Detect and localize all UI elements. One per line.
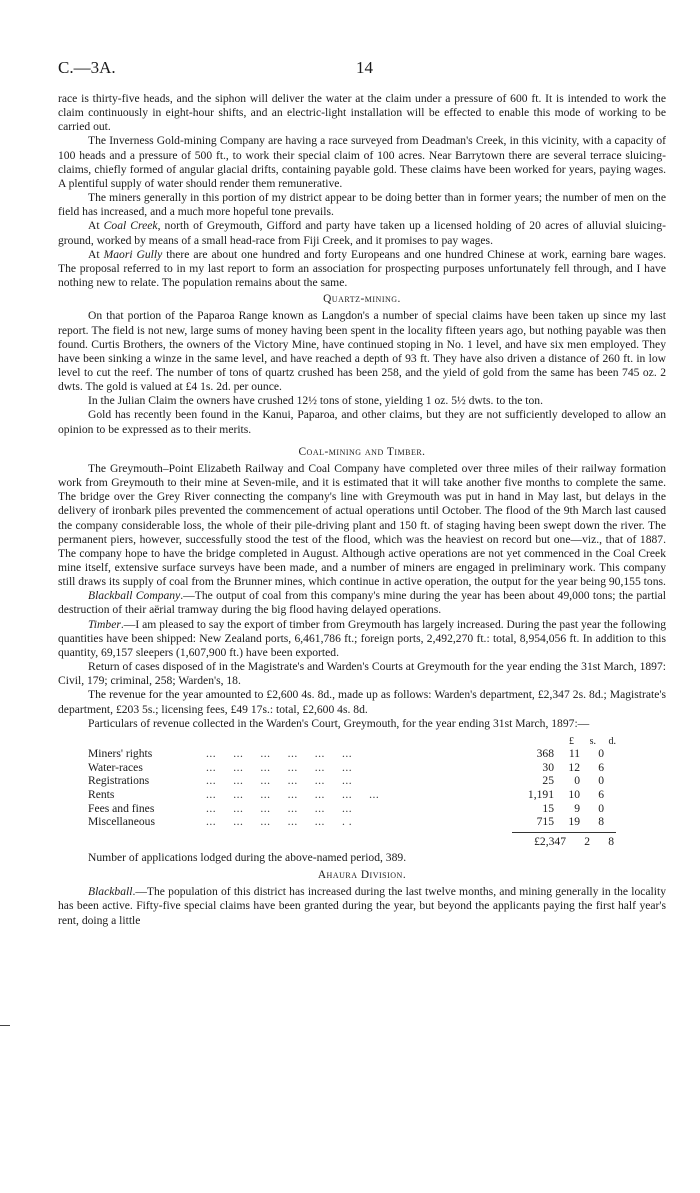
leader-dots: ... ... ... ... ... ... [206, 746, 353, 760]
total-pence: 8 [608, 835, 614, 848]
paragraph: race is thirty-five heads, and the siphon will deliver the water at the claim under a pressure of 600 ft. It is intended to work the claim continuously in eight-hour shifts, and an electric-light installation will be effected to enable this mode of working to be carried out. [58, 92, 666, 134]
paragraph-text: .—I am pleased to say the export of timber from Greymouth has largely increased. During the past year the following quantities have been shipped: New Zealand ports, 6,461,786 ft.; foreign ports, 2,492,270 ft.: total, 8,954,056 ft. In addition to this quantity, 69,157 sleepers (1,607,900 ft.) have been exported. [58, 617, 666, 659]
paragraph: Particulars of revenue collected in the Warden's Court, Greymouth, for the year ending 31st March, 1897:— [88, 716, 590, 730]
revenue-label: Miscellaneous [88, 815, 155, 829]
paragraph-prefix: At [88, 247, 104, 261]
revenue-label: Registrations [88, 774, 150, 788]
pence-value: 8 [598, 815, 604, 829]
section-heading-ahaura-division: Ahaura Division. [317, 869, 407, 882]
paragraph-lead: Blackball [88, 885, 133, 899]
pence-value: 0 [598, 774, 604, 788]
shillings-value: 10 [568, 787, 580, 801]
paragraph: The miners generally in this portion of my district appear to be doing better than in former years; the number of men on the field has increased, and a much more hopeful tone prevails. [58, 191, 666, 219]
paragraph-lead: Timber [88, 617, 121, 631]
revenue-label: Rents [88, 787, 115, 801]
revenue-row [58, 788, 666, 802]
total-rule [512, 832, 616, 833]
pounds-value: 15 [542, 801, 554, 815]
page-number: 14 [356, 58, 373, 77]
place-name: Maori Gully [103, 247, 163, 261]
total-pounds: £2,347 [534, 835, 566, 848]
paragraph-text: , north of Greymouth, Gifford and party have taken up a licensed holding of 20 acres of alluvial sluicing-ground, worked by means of a small head-race from Fiji Creek, and it promises to pay wages. [58, 219, 667, 247]
revenue-row [58, 802, 666, 816]
paragraph-text: .—The population of this district has increased during the last twelve months, and mining generally in the locality has been active. Fifty-five special claims have been granted during the year, but beyond the applicants paying the first half year's rent, doing a little [58, 885, 666, 927]
pounds-value: 368 [536, 746, 554, 760]
shillings-value: 0 [574, 774, 580, 788]
paragraph: The Greymouth–Point Elizabeth Railway and Coal Company have completed over three miles of their railway formation work from Greymouth to their mine at Seven-mile, and it is estimated that it will take another five months to complete the same. The bridge over the Grey River connecting the company's line with Greymouth was put in hand in May last, but delays in the delivery of ironbark piles prevented the commencement of actual operations until October. The flood of the 9th March last caused the company considerable loss, the whole of their pile-driving plant and 150 ft. of staging having been swept down the river. The permanent piers, however, successfully stood the test of the flood, which was the heaviest on record but one—viz., that of 1887. The company hope to have the bridge completed in August. Although active operations are not yet commenced in the Coal Creek mine itself, extensive surface surveys have been made, and a number of miners are engaged in preliminary work. This company still draws its supply of coal from the Brunner mines, which continue in active operation, the output for the year being 90,155 tons. [58, 461, 666, 589]
paragraph [58, 885, 666, 927]
paragraph-text: .—The output of coal from this company's mine during the year has been about 49,000 tons; the partial destruction of their aërial tramway during the big flood having delayed operations. [58, 589, 666, 617]
pounds-header: £ [569, 735, 574, 747]
paragraph: In the Julian Claim the owners have crushed 12½ tons of stone, yielding 1 oz. 5½ dwts. to the ton. [88, 394, 543, 408]
paragraph [58, 219, 666, 247]
shillings-value: 19 [568, 815, 580, 829]
section-heading-quartz-mining: Quartz-mining. [323, 293, 401, 306]
shillings-value: 11 [568, 746, 580, 760]
leader-dots: ... ... ... ... ... ... [206, 801, 353, 815]
paragraph [58, 589, 666, 617]
paragraph: The Inverness Gold-mining Company are having a race surveyed from Deadman's Creek, in this vicinity, with a capacity of 100 heads and a pressure of 500 ft., to work their special claim of 100 acres. Near Barrytown there are several terrace sluicing-claims, chiefly formed of angular glacial drifts, containing payable gold. These claims have been worked for years, paying wages. A plentiful supply of water should render them remunerative. [58, 134, 666, 190]
pence-value: 6 [598, 760, 604, 774]
section-heading-coal-mining: Coal-mining and Timber. [298, 445, 426, 458]
revenue-row [58, 815, 666, 829]
leader-dots: ... ... ... ... ... ... [206, 760, 353, 774]
paragraph-text: there are about one hundred and forty Europeans and one hundred Chinese at work, earning bare wages. The proposal referred to in my last report to form an association for prospecting purposes unfortunately fell through, and I have nothing new to relate. The population remains about the same. [58, 247, 667, 290]
currency-header [58, 735, 616, 747]
revenue-label: Fees and fines [88, 801, 155, 815]
pence-value: 0 [598, 746, 604, 760]
revenue-total-row [58, 835, 666, 849]
revenue-table [58, 735, 666, 849]
revenue-label: Water-races [88, 760, 143, 774]
total-shillings: 2 [584, 835, 590, 848]
pounds-value: 30 [542, 760, 554, 774]
paragraph-prefix: At [88, 219, 104, 233]
revenue-row [58, 774, 666, 788]
leader-dots: ... ... ... ... ... ... ... [206, 787, 380, 801]
document-code: C.—3A. [58, 58, 116, 77]
pence-value: 6 [598, 787, 604, 801]
revenue-label: Miners' rights [88, 746, 153, 760]
leader-dots: ... ... ... ... ... . . [206, 815, 353, 829]
paragraph: On that portion of the Paparoa Range known as Langdon's a number of special claims have been taken up since my last report. The field is not new, large sums of money having been spent in the locality fifteen years ago, but nothing payable was then found. Curtis Brothers, the owners of the Victory Mine, have continued stoping in No. 1 level, and have six men employed. They have been sinking a winze in the same level, and have reached a depth of 93 ft. They have also driven a distance of 260 ft. in low level to cut the reef. The number of tons of quartz crushed has been 258, and the yield of gold from the same has been 745 oz. 2 dwts. The gold is valued at £4 1s. 2d. per ounce. [58, 309, 666, 394]
paragraph: Gold has recently been found in the Kanui, Paparoa, and other claims, but they are not sufficiently developed to allow an opinion to be expressed as to their merits. [58, 408, 666, 436]
margin-mark [0, 1025, 10, 1026]
pounds-value: 1,191 [527, 787, 554, 801]
shillings-value: 12 [568, 760, 580, 774]
pounds-value: 25 [542, 774, 554, 788]
page-body [58, 92, 666, 928]
revenue-row [58, 761, 666, 775]
paragraph-lead: Blackball Company [88, 589, 181, 603]
paragraph: Return of cases disposed of in the Magistrate's and Warden's Courts at Greymouth for the year ending the 31st March, 1897: Civil, 179; criminal, 258; Warden's, 18. [58, 660, 666, 688]
shillings-header: s. [589, 735, 596, 747]
revenue-row [58, 747, 666, 761]
leader-dots: ... ... ... ... ... ... [206, 774, 353, 788]
place-name: Coal Creek [103, 219, 158, 233]
shillings-value: 9 [574, 801, 580, 815]
paragraph: The revenue for the year amounted to £2,600 4s. 8d., made up as follows: Warden's department, £2,347 2s. 8d.; Magistrate's department, £203 5s.; licensing fees, £49 17s.: total, £2,600 4s. 8d. [58, 688, 666, 716]
pence-value: 0 [598, 801, 604, 815]
revenue-rows [58, 747, 666, 829]
page-header [58, 58, 660, 80]
pounds-value: 715 [536, 815, 554, 829]
paragraph [58, 618, 666, 660]
pence-header: d. [608, 735, 616, 747]
paragraph: Number of applications lodged during the above-named period, 389. [88, 851, 407, 864]
paragraph [58, 248, 666, 290]
